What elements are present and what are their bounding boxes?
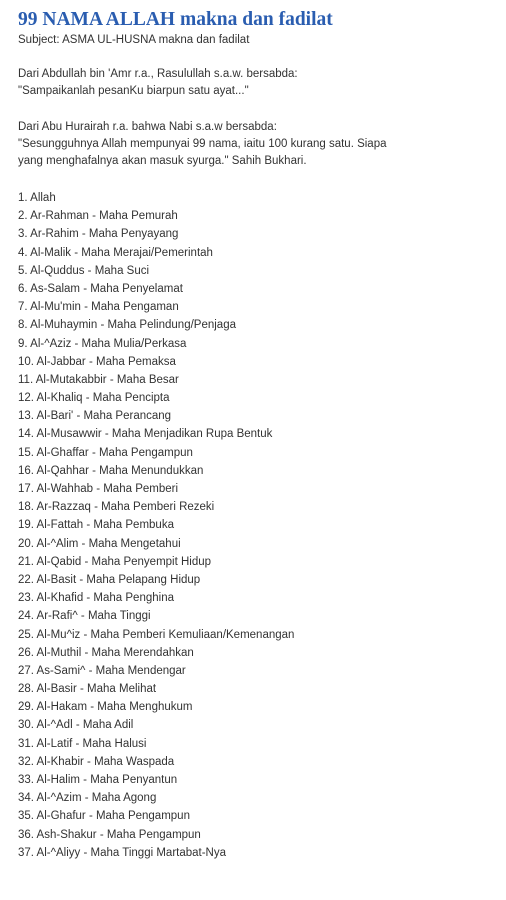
document xyxy=(18,8,498,862)
list-item: 16. Al-Qahhar - Maha Menundukkan xyxy=(18,464,204,477)
list-item: 7. Al-Mu'min - Maha Pengaman xyxy=(18,301,179,314)
list-item: 6. As-Salam - Maha Penyelamat xyxy=(18,282,183,295)
paragraph-line: yang menghafalnya akan masuk syurga." Sahih Bukhari. xyxy=(18,155,307,167)
list-item: 30. Al-^Adl - Maha Adil xyxy=(18,719,134,732)
list-item: 23. Al-Khafid - Maha Penghina xyxy=(18,592,174,605)
list-item: 15. Al-Ghaffar - Maha Pengampun xyxy=(18,446,193,459)
list-item: 26. Al-Muthil - Maha Merendahkan xyxy=(18,646,194,659)
paragraph-line: "Sampaikanlah pesanKu biarpun satu ayat..." xyxy=(18,85,249,97)
list-item: 2. Ar-Rahman - Maha Pemurah xyxy=(18,210,178,223)
list-item: 10. Al-Jabbar - Maha Pemaksa xyxy=(18,355,176,368)
hadith-paragraph xyxy=(18,66,498,100)
list-item: 12. Al-Khaliq - Maha Pencipta xyxy=(18,392,170,405)
paragraph-line: "Sesungguhnya Allah mempunyai 99 nama, iaitu 100 kurang satu. Siapa xyxy=(18,138,387,150)
document-title: 99 NAMA ALLAH makna dan fadilat xyxy=(18,9,333,30)
list-item: 8. Al-Muhaymin - Maha Pelindung/Penjaga xyxy=(18,319,236,332)
list-item: 28. Al-Basir - Maha Melihat xyxy=(18,683,157,696)
list-item: 22. Al-Basit - Maha Pelapang Hidup xyxy=(18,573,201,586)
list-item: 18. Ar-Razzaq - Maha Pemberi Rezeki xyxy=(18,501,215,514)
list-item: 34. Al-^Azim - Maha Agong xyxy=(18,792,157,805)
list-item: 37. Al-^Aliyy - Maha Tinggi Martabat-Nya xyxy=(18,846,227,859)
list-item: 13. Al-Bari' - Maha Perancang xyxy=(18,410,172,423)
list-item: 35. Al-Ghafur - Maha Pengampun xyxy=(18,810,190,823)
list-item: 31. Al-Latif - Maha Halusi xyxy=(18,737,147,750)
list-item: 33. Al-Halim - Maha Penyantun xyxy=(18,774,178,786)
list-item: 32. Al-Khabir - Maha Waspada xyxy=(18,755,175,768)
document-subject: Subject: ASMA UL-HUSNA makna dan fadilat xyxy=(18,34,250,46)
list-item: 4. Al-Malik - Maha Merajai/Pemerintah xyxy=(18,246,213,259)
list-item: 11. Al-Mutakabbir - Maha Besar xyxy=(18,373,179,386)
list-item: 19. Al-Fattah - Maha Pembuka xyxy=(18,519,174,532)
list-item: 27. As-Sami^ - Maha Mendengar xyxy=(18,664,186,677)
list-item: 20. Al-^Alim - Maha Mengetahui xyxy=(18,537,181,550)
names-list xyxy=(18,189,498,862)
list-item: 29. Al-Hakam - Maha Menghukum xyxy=(18,701,193,714)
list-item: 25. Al-Mu^iz - Maha Pemberi Kemuliaan/Kemenangan xyxy=(18,628,295,641)
list-item: 1. Allah xyxy=(18,192,56,204)
list-item: 3. Ar-Rahim - Maha Penyayang xyxy=(18,228,179,241)
list-item: 36. Ash-Shakur - Maha Pengampun xyxy=(18,828,201,841)
list-item: 14. Al-Musawwir - Maha Menjadikan Rupa Bentuk xyxy=(18,428,273,441)
list-item: 9. Al-^Aziz - Maha Mulia/Perkasa xyxy=(18,337,187,350)
hadith-paragraph xyxy=(18,119,498,170)
paragraph-line: Dari Abu Hurairah r.a. bahwa Nabi s.a.w bersabda: xyxy=(18,121,277,133)
list-item: 24. Ar-Rafi^ - Maha Tinggi xyxy=(18,610,151,623)
list-item: 21. Al-Qabid - Maha Penyempit Hidup xyxy=(18,555,212,568)
list-item: 17. Al-Wahhab - Maha Pemberi xyxy=(18,483,179,495)
list-item: 5. Al-Quddus - Maha Suci xyxy=(18,264,150,277)
paragraph-line: Dari Abdullah bin 'Amr r.a., Rasulullah s.a.w. bersabda: xyxy=(18,68,298,80)
